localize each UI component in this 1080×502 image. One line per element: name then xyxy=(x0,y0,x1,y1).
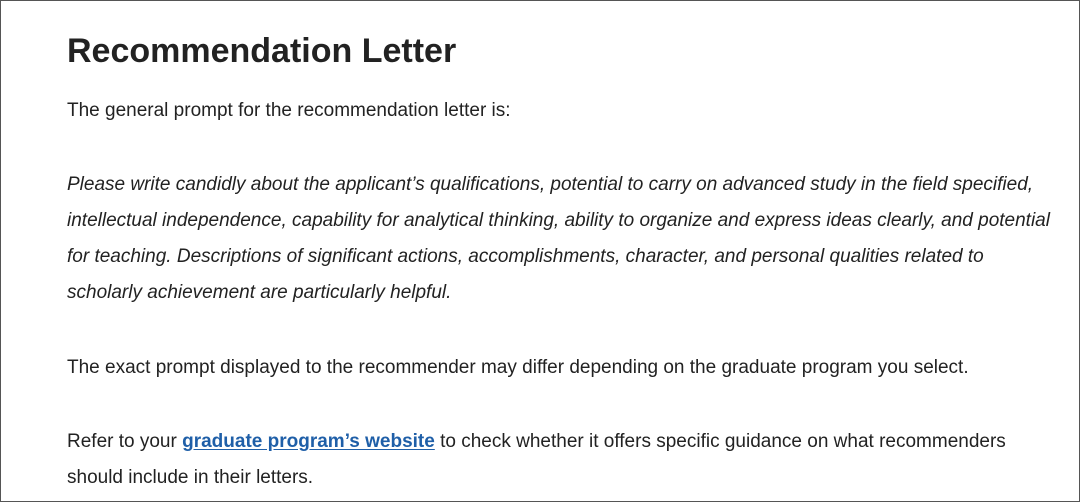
exact-prompt-note: The exact prompt displayed to the recommender may differ depending on the graduate program you select. xyxy=(67,357,969,378)
refer-text-before: Refer to your xyxy=(67,431,183,452)
intro-paragraph: The general prompt for the recommendation letter is: xyxy=(67,100,511,121)
prompt-quote: Please write candidly about the applicant’s qualifications, potential to carry on advanced study in the field specified, intellectual independence, capability for analytical thinking, ability to organize and express ideas clearly, and potential for teaching. Descriptions of significant actions, accomplishments, character, and personal qualities related to scholarly achievement are particularly helpful. xyxy=(67,174,1050,303)
refer-text-after: to check whether it offers specific guidance on what recommenders should include in their letters. xyxy=(67,431,1006,488)
page-title: Recommendation Letter xyxy=(67,32,457,70)
graduate-program-website-link[interactable]: graduate program’s website xyxy=(182,431,435,452)
refer-paragraph xyxy=(67,424,1057,496)
